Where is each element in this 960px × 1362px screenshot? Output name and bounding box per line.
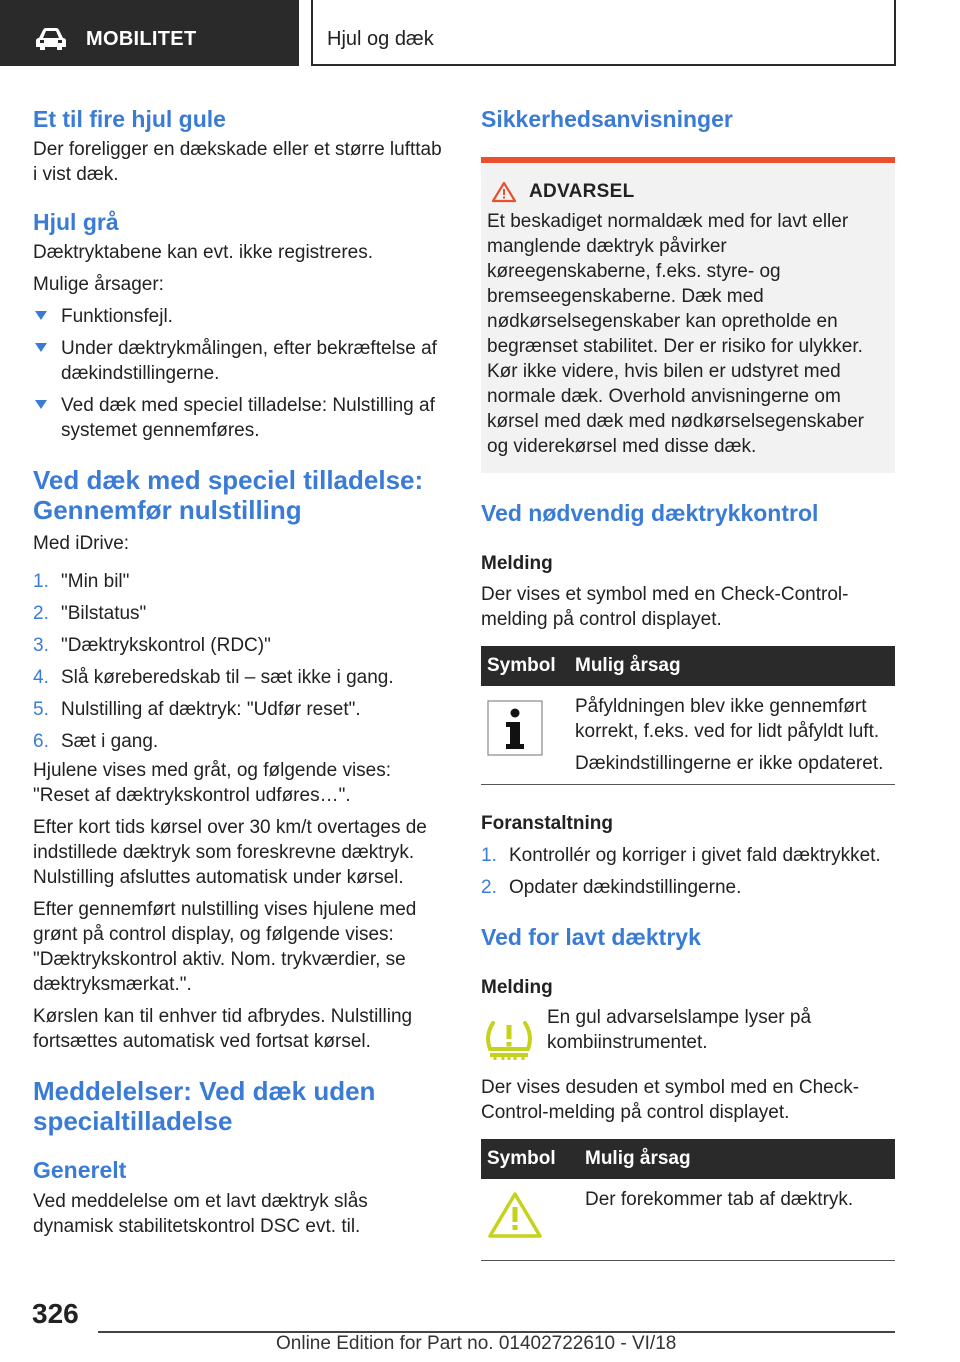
paragraph-yellow-wheels: Der foreligger en dækskade eller et større lufttab i vist dæk. — [33, 139, 442, 185]
list-item: 1. "Min bil" — [33, 571, 130, 592]
topic-tab — [311, 0, 896, 66]
car-icon — [34, 27, 68, 51]
warning-triangle-icon — [487, 1191, 543, 1239]
table-header-symbol: Symbol — [481, 646, 569, 686]
table-header-row — [481, 646, 895, 686]
warning-triangle-icon — [491, 181, 517, 203]
info-icon — [487, 700, 543, 756]
list-item: Ved dæk med speciel tilladelse: Nulstilling af systemet gennemføres. — [33, 393, 443, 443]
section-title: MOBILITET — [86, 28, 197, 50]
table-header-cause: Mulig årsag — [579, 1139, 895, 1179]
paragraph-message-2: Der vises desuden et symbol med en Check-Control-melding på control displayet. — [481, 1077, 860, 1123]
paragraph-message-1: Der vises et symbol med en Check-Control-melding på control displayet. — [481, 584, 849, 630]
action-steps — [481, 843, 895, 900]
symbol-table-2 — [481, 1139, 895, 1261]
paragraph-possible-causes: Mulige årsager: — [33, 274, 164, 295]
heading-general: Generelt — [33, 1157, 127, 1183]
list-item: Under dæktrykmålingen, efter bekræftelse af dækindstillingerne. — [33, 336, 443, 386]
table-header-cause: Mulig årsag — [569, 646, 895, 686]
list-item: 5. Nulstilling af dæktryk: "Udfør reset". — [33, 699, 361, 720]
paragraph-idrive: Med iDrive: — [33, 533, 130, 554]
left-column — [33, 100, 443, 1239]
heading-reset: Ved dæk med speciel tilladelse: Gennemfør nulstilling — [33, 465, 424, 525]
page-header — [0, 0, 960, 66]
heading-action: Foranstaltning — [481, 813, 613, 834]
symbol-cell — [481, 1179, 579, 1261]
paragraph-after-reset: Hjulene vises med gråt, og følgende vises: "Reset af dæktrykskontrol udføres…". — [33, 760, 392, 806]
paragraph-interrupt: Kørslen kan til enhver tid afbrydes. Nulstilling fortsættes automatisk ved fortsat kørsel. — [33, 1006, 413, 1052]
right-column — [481, 100, 895, 1261]
bullet-triangle-icon — [35, 343, 47, 352]
cause-text: Der forekommer tab af dæktryk. — [585, 1189, 854, 1210]
list-item: 6. Sæt i gang. — [33, 731, 159, 752]
table-header-symbol: Symbol — [481, 1139, 579, 1179]
section-tab — [0, 0, 299, 66]
cause-cell — [579, 1179, 895, 1261]
lamp-row — [481, 1005, 895, 1067]
list-item: Funktionsfejl. — [33, 304, 443, 329]
heading-messages: Meddelelser: Ved dæk uden specialtilladelse — [33, 1076, 376, 1136]
heading-low-pressure: Ved for lavt dæktryk — [481, 924, 701, 950]
heading-message-1: Melding — [481, 553, 553, 574]
heading-message-2: Melding — [481, 977, 553, 998]
paragraph-grey-wheels: Dæktryktabene kan evt. ikke registreres. — [33, 242, 374, 263]
list-item: 3. "Dæktrykskontrol (RDC)" — [33, 635, 271, 656]
cause-text: Påfyldningen blev ikke gennemført korrekt, f.eks. ved for lidt påfyldt luft. — [575, 696, 880, 742]
list-item: 4. Slå køreberedskab til – sæt ikke i gang. — [33, 667, 394, 688]
paragraph-speed-info: Efter kort tids kørsel over 30 km/t overtages de indstillede dæktryk som foreskrevne dæktryk. Nulstilling afsluttes automatisk under kørsel. — [33, 817, 427, 888]
paragraph-reset-complete: Efter gennemført nulstilling vises hjulene med grønt på control display, og følgende vises: "Dæktrykskontrol aktiv. Nom. trykværdier, se dæktryksmærkat.". — [33, 899, 417, 995]
page-number: 326 — [32, 1298, 79, 1329]
heading-grey-wheels: Hjul grå — [33, 209, 119, 235]
table-header-row — [481, 1139, 895, 1179]
symbol-table-1 — [481, 646, 895, 785]
list-item: 2. Opdater dækindstillingerne. — [481, 877, 742, 898]
list-item: 1. Kontrollér og korriger i givet fald dæktrykket. — [481, 845, 881, 866]
warning-title: ADVARSEL — [529, 181, 635, 202]
heading-required-check: Ved nødvendig dæktrykkontrol — [481, 500, 819, 526]
warning-text: Et beskadiget normaldæk med for lavt eller manglende dæktryk påvirker køreegenskaberne, f.eks. styre- og bremseegenskaberne. Dæk med nødkørselsegenskaber kan opretholde en begrænset stabilitet. Der er risiko for ulykker. Kør ikke videre, hvis bilen er udstyret med normale dæk. Overhold anvisningerne om kørsel med dæk med nødkørselsegenskaber og viderekørsel med disse dæk. — [487, 211, 864, 457]
bullet-triangle-icon — [35, 311, 47, 320]
heading-safety: Sikkerhedsanvisninger — [481, 106, 733, 132]
topic-title: Hjul og dæk — [327, 28, 434, 50]
heading-yellow-wheels: Et til fire hjul gule — [33, 106, 226, 132]
edition-text: Online Edition for Part no. 01402722610 - VI/18 — [276, 1333, 677, 1354]
symbol-cell — [481, 686, 569, 785]
list-item: 2. "Bilstatus" — [33, 603, 147, 624]
warning-box — [481, 157, 895, 473]
causes-list — [33, 304, 443, 443]
table-row — [481, 686, 895, 785]
cause-text: Dækindstillingerne er ikke opdateret. — [575, 753, 884, 774]
tire-pressure-warning-icon — [481, 1017, 537, 1063]
reset-steps — [33, 569, 443, 754]
warning-header — [491, 181, 887, 203]
paragraph-general: Ved meddelelse om et lavt dæktryk slås dynamisk stabilitetskontrol DSC evt. til. — [33, 1191, 368, 1237]
cause-cell — [569, 686, 895, 785]
lamp-text: En gul advarselslampe lyser på kombiinstrumentet. — [547, 1007, 812, 1053]
bullet-triangle-icon — [35, 400, 47, 409]
table-row — [481, 1179, 895, 1261]
